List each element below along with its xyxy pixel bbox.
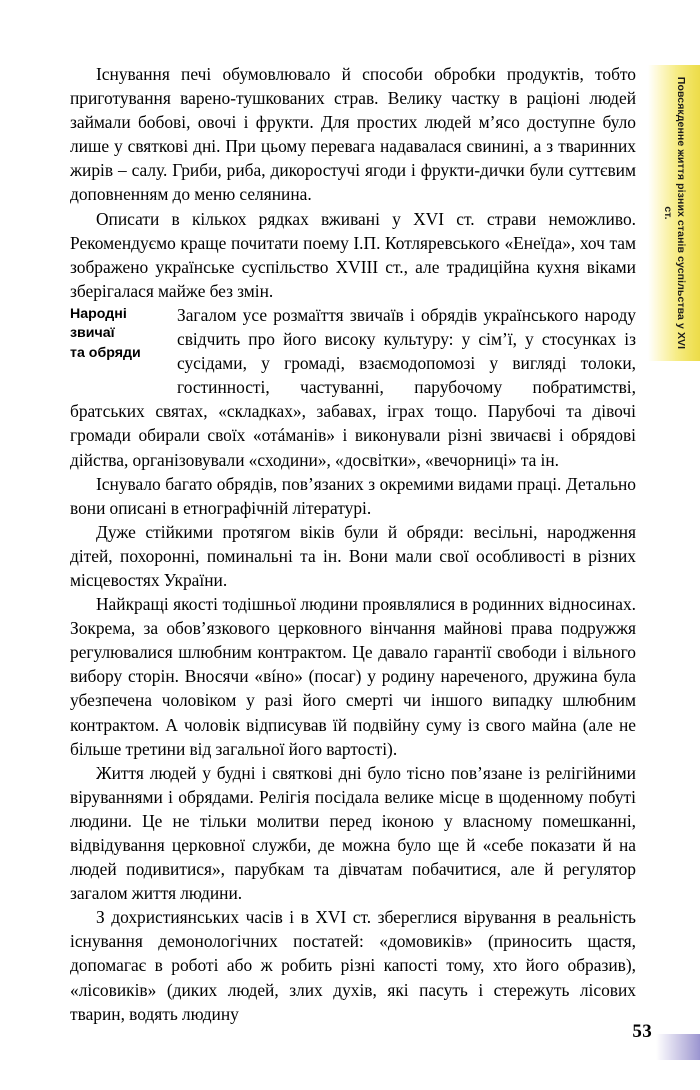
paragraph-7: Життя людей у будні і святкові дні було тісно пов’язане із релігійними віруваннями і обрядами. Релігія посідала велике місце в щоденному побуті людини. Це не тільки молитви перед іконою у власному помешканні, відвідування церковної служби, де можна було ще й «себе показати й на людей подивитися», парубкам та дівчатам побачитися, але й регулятор загалом життя людини.	[70, 762, 636, 904]
running-head-tab-rotator	[648, 65, 700, 361]
running-head-tab	[648, 65, 700, 361]
side-heading	[70, 305, 166, 364]
side-heading-line-2: звичаї	[70, 325, 115, 342]
paragraph-4: Існувало багато обрядів, пов’язаних з окремими видами праці. Детально вони описані в етнографічній літературі.	[70, 473, 636, 518]
side-heading-line-3: та обряди	[70, 344, 141, 361]
corner-decoration	[656, 1034, 700, 1060]
paragraph-5: Дуже стійкими протягом віків були й обряди: весільні, народження дітей, похоронні, поминальні та ін. Вони мали свої особливості в різних місцевостях України.	[70, 521, 636, 590]
paragraph-8: З дохристиянських часів і в XVI ст. збереглися вірування в реальність існування демонологічних постатей: «домовиків» (приносить щастя, допомагає в роботі або ж робить різні капості тому, хто його образив), «лісовиків» (диких людей, злих духів, які пасуть і стережуть лісових тварин, водять людину	[70, 907, 636, 1024]
section-customs-and-rites	[70, 303, 636, 472]
text-column	[70, 62, 636, 1026]
paragraph-3: Загалом усе розмаїття звичаїв і обрядів українського народу свідчить про його високу культуру: у сім’ї, у стосунках із сусідами, у громаді, взаємодопомозі у вигляді толоки, гостинності, частуванні, парубочому побратимстві, братських святах, «складках», забавах, іграх тощо. Парубочі та дівочі громади обирали своїх «отáманів» і виконували різні звичаєві і обрядові дійства, організовували «сходини», «досвітки», «вечорниці» та ін.	[70, 304, 636, 470]
paragraph-2: Описати в кількох рядках вживані у XVI ст. страви неможливо. Рекомендуємо краще почитати поему І.П. Котляревського «Енеїда», хоч там зображено українське суспільство XVIII ст., але традиційна кухня віками зберігалася майже без змін.	[70, 208, 636, 301]
paragraph-6: Найкращі якості тодішньої людини проявлялися в родинних відносинах. Зокрема, за обов’язкового церковного вінчання майнові права подружжя регулювалися шлюбним контрактом. Це давало гарантії свободи і вільного вибору сторін. Вносячи «вíно» (посаг) у родину нареченого, дружина була убезпечена чоловіком у разі його смерті чи іншого випадку шлюбним контрактом. А чоловік відписував їй подвійну суму із свого майна (але не більше третини від загальної його вартості).	[70, 594, 636, 759]
paragraph-1: Існування печі обумовлювало й способи обробки продуктів, тобто приготування варено-тушкованих страв. Велику частку в раціоні людей займали бобові, овочі і фрукти. Для простих людей м’ясо доступне було лише у святкові дні. При цьому перевага надавалася свинині, а з тваринних жирів – салу. Гриби, риба, дикоростучі ягоди і фрукти-дички були суттєвим доповненням до меню селянина.	[70, 64, 636, 205]
side-heading-line-1: Народні	[70, 305, 127, 322]
running-head-label: Повсякденне життя різних станів суспільства у XVI ст.	[662, 76, 687, 350]
page-number: 53	[632, 1021, 652, 1042]
